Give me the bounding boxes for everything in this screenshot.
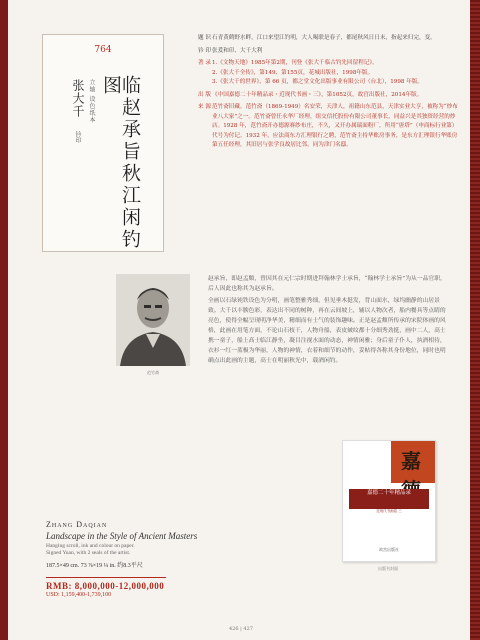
essay-paragraph: 全画以石绿钝铁设色为分明，画笔整雅秀细，但见垂木挺发，背山面水，绿坞幽静的山居景致。大千以丰腴色彩，表达出不同的树种，再在云间坡上，辅以人物次者，船内餐具等点睛的亮色，使得全幅呈现明净华美，精细而有士气的装饰趣味。正是赵孟頫所传承的宋院体画的风格，此画在用笔方面，不论山石枝干，人物舟船，表皮皴纹都十分细秀劲挺，画中二人，高士携一童子，船上高士临江静坐，凝目注视水面的动态，神情闲雅；身后童子仆人，执酒相待，衣衫一红一蓝极为华丽，人物的神情，衣着和细节的动作，妥帖得各称其身份地位，同时也明确点出此画的主题，高士在明丽秋光中，载酒闲钓。: [208, 298, 446, 364]
medium-en: [46, 543, 216, 557]
info-label: 出 版: [198, 91, 211, 98]
book-caption: 出版书封面: [378, 566, 398, 571]
literature-line: 3.《张大千的世界》，第 66 页，都之堂文化出版事业有限公司（台北），1998 年版。: [212, 79, 424, 85]
info-text: 范竹斋旧藏。范竹斋（1869-1949）名安荣，天津人，祖籍山东范县，天津实业大亨，被称为“炒布业八大家”之一。范竹斋曾任永华厂经理，组交信托股份有限公司董事长，同益兴是其独资经营的炒店。1928 年，范竹斋开办德源赛纱布庄，不久，又开办属瑞面粉厂，所用“唐塔”（申商标行业第）代号为付记。1932 年，应法商东方汇理银行之聘，范竹斋主持华账房事务，是东方汇理银行华账房第五任经理，其旧居与张学良故居比邻，同为津门名邸。: [212, 104, 458, 148]
lot-title-card: [42, 34, 164, 252]
dimensions: 187.5×49 cm. 73 ⅞×19 ¼ in. 约8.3平尺: [46, 563, 143, 569]
book-cover: [342, 440, 436, 562]
page-number: 426 | 427: [229, 626, 253, 632]
estimate-divider: [46, 577, 166, 578]
literature-line: 1.《文物天地》1985年第2期，刊登《张大千临古钓先回留程记》。: [212, 60, 378, 66]
info-text: [212, 59, 458, 88]
book-publisher: 故宫出版社: [379, 547, 399, 552]
info-text: 《中国嘉德二十年精品录・近现代书画・三》，第1052页，故宫出版社，2014年版。: [212, 91, 423, 98]
catalogue-page: [8, 0, 474, 640]
info-row-published: [198, 91, 458, 101]
lot-title-vertical: 临赵承旨秋江闲钓图: [100, 75, 141, 251]
lot-seal-note: 钤印: [74, 131, 81, 143]
lot-medium-vertical: 立轴 设色纸本: [88, 79, 95, 124]
estimate-rmb: RMB: 8,000,000-12,000,000: [46, 581, 165, 591]
medium-line: Hanging scroll, ink and colour on paper.: [46, 543, 135, 549]
info-text: 石青黄鹤野水畔，江口来望江钓明，大人喝联是春子，都尾秋风日日未，指起来归完，变。: [212, 35, 436, 41]
book-cover-mark: 嘉: [401, 449, 421, 473]
info-row-literature: [198, 59, 458, 88]
photo-caption: 范竹斋: [147, 370, 159, 375]
book-cover-art: [391, 441, 435, 483]
info-row-inscription: [198, 34, 458, 44]
info-row-seals: [198, 47, 458, 57]
lot-info-block: [198, 34, 458, 154]
info-label: 来 源: [198, 104, 211, 110]
info-row-provenance: [198, 103, 458, 151]
literature-line: 2.《张大千全传》，第149、第155页，花城出版社，1998年版。: [212, 69, 374, 76]
essay-paragraph: 赵承旨，即赵孟頫，曾因其在元仁宗时期进拜翰林学士承旨，“翰林学士承旨”为从一品官职，后人因此也称其为赵承旨。: [208, 276, 446, 292]
info-label: 题 识: [198, 35, 211, 41]
lot-artist-vertical: 张大千: [71, 79, 85, 118]
estimate-usd: USD: 1,159,400-1,739,100: [46, 592, 112, 598]
english-lot-details: [46, 520, 216, 598]
book-subtitle: 近现代书画卷 三: [376, 509, 402, 513]
medium-line: Signed Yuan, with 2 seals of the artist.: [46, 550, 131, 556]
essay-text: [208, 274, 448, 368]
artist-name-en: Zhang Daqian: [46, 520, 108, 529]
lot-number: 764: [94, 45, 112, 55]
title-en: Landscape in the Style of Ancient Masters: [46, 531, 198, 541]
info-label: 著 录: [198, 60, 211, 66]
brocade-edge: [470, 0, 480, 640]
portrait-photo: [116, 274, 190, 366]
book-title: 嘉德二十年精品录: [349, 489, 429, 509]
info-label: 钤 印: [198, 47, 211, 54]
info-text: 张爰和印、大千大利: [212, 47, 263, 54]
